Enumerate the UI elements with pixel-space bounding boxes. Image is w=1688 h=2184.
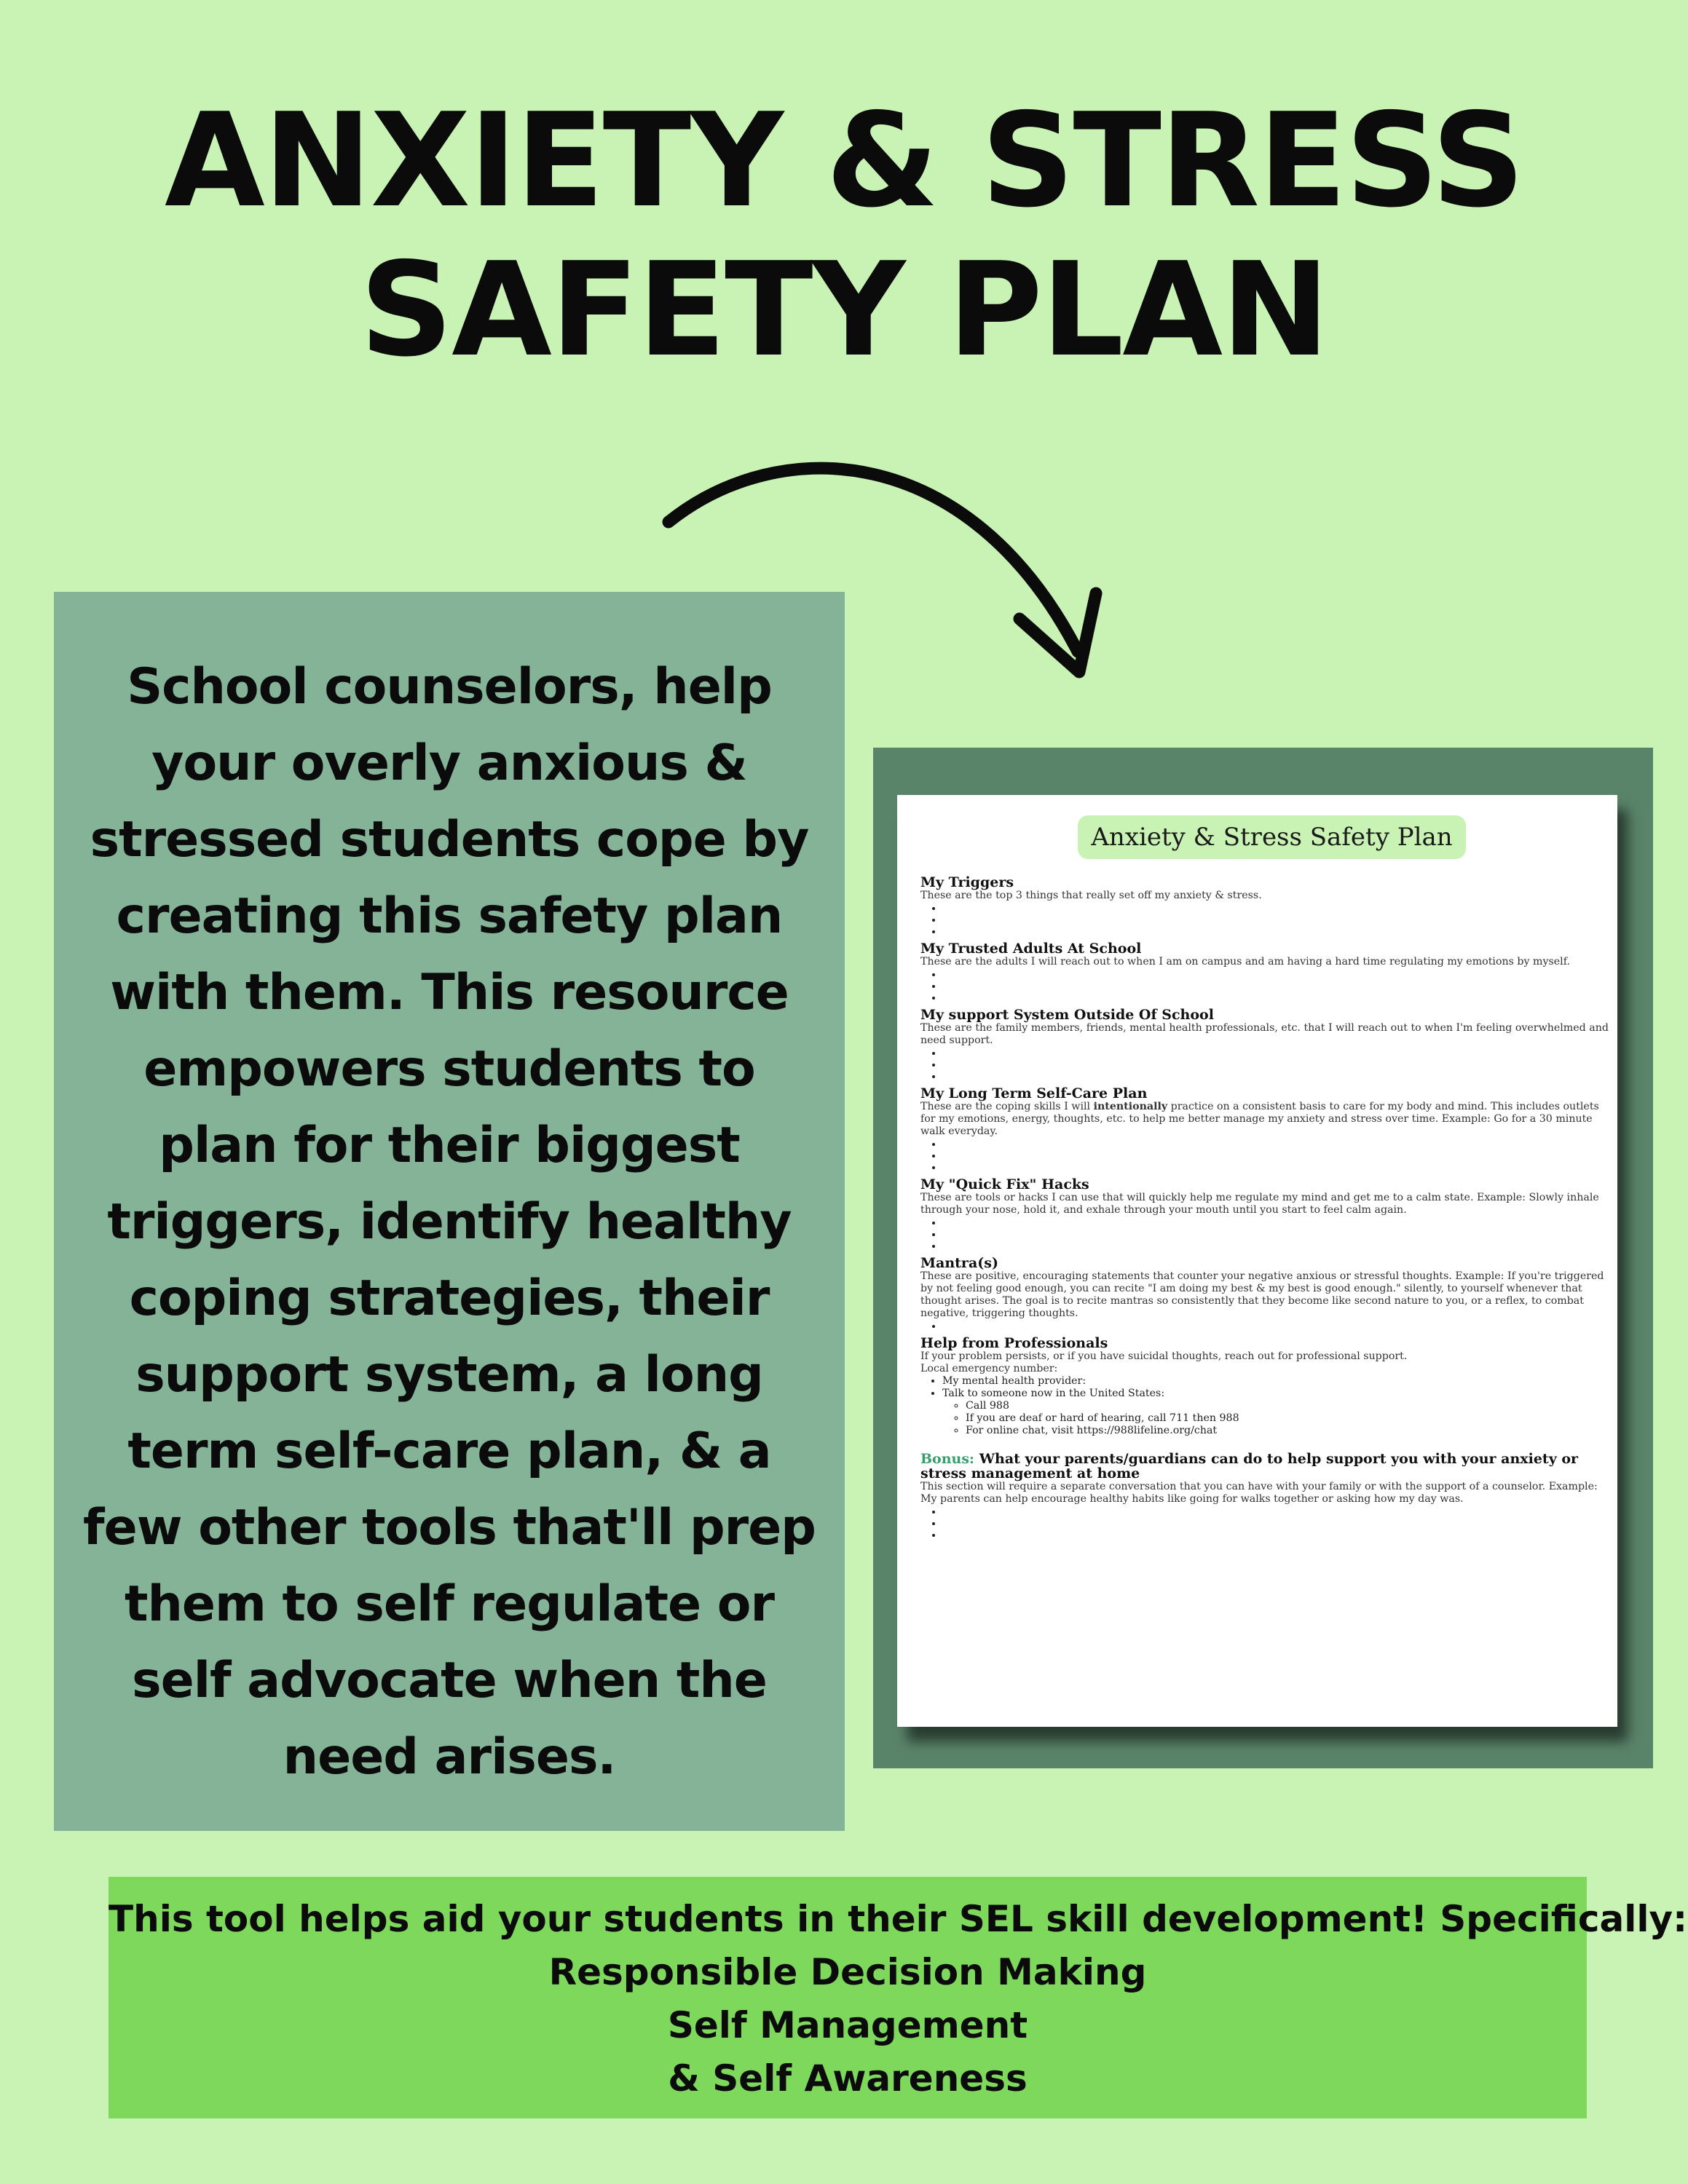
list-item: ◦ Call 988 [966,1400,1609,1412]
section-heading: My "Quick Fix" Hacks [920,1176,1089,1192]
section-heading: Mantra(s) [920,1255,998,1271]
headline-line-1: ANXIETY & STRESS [165,85,1523,236]
section-self-care [920,1086,1609,1173]
section-bonus [920,1452,1609,1540]
bonus-label: Bonus: [920,1451,975,1467]
list-item: • My mental health provider: [942,1375,1609,1388]
section-heading: Bonus: What your parents/guardians can do to help support you with your anxiety or stress management at home [920,1451,1579,1481]
emergency-number-line: Local emergency number: [920,1363,1058,1374]
blank-bullet-list [920,968,1609,1003]
section-heading: Help from Professionals [920,1335,1108,1351]
blank-bullet-list [920,1216,1609,1251]
section-professionals [920,1336,1609,1437]
list-item: ◦ For online chat, visit https://988lifeline.org/chat [966,1425,1609,1437]
list-item: ◦ If you are deaf or hard of hearing, call 711 then 988 [966,1412,1609,1425]
section-support-system [920,1008,1609,1082]
sel-skills-box [109,1877,1688,2118]
blank-bullet-list [920,902,1609,937]
blank-bullet-list [920,1506,1609,1540]
section-description: This section will require a separate conversation that you can have with your family or with the support of a counselor. Example: My parents can help encourage healthy habits like going for walks together or asking how my day was. [920,1481,1598,1505]
section-trusted-adults [920,941,1609,1003]
section-description: These are positive, encouraging statements that counter your negative anxious or stressful thoughts. Example: If you're triggered by not feeling good enough, you can recite "I am doing my best & my best is good enough." silently, to yourself whenever that thought arises. The goal is to recite mantras so consistently that they become like second nature to you, or a reflex, to combat negative, triggering thoughts. [920,1270,1604,1319]
blank-bullet-list [920,1047,1609,1082]
sel-intro-line: This tool helps aid your students in their SEL skill development! Specifically: [109,1898,1688,1940]
description-panel [54,592,845,1831]
section-quick-fix [920,1177,1609,1251]
section-heading: My Trusted Adults At School [920,941,1142,957]
description-text: School counselors, help your overly anxious & stressed students cope by creating this safety plan with them. This resource empowers students to plan for their biggest triggers, identify healthy coping strategies, their support system, a long term self-care plan, & a few other tools that'll prep them to self regulate or self advocate when the need arises. [83,658,816,1786]
section-heading: My Triggers [920,874,1014,890]
section-mantras [920,1256,1609,1332]
section-description: These are tools or hacks I can use that will quickly help me regulate my mind and get me to a calm state. Example: Slowly inhale through your nose, hold it, and exhale through your mouth until you start to feel calm again. [920,1192,1599,1216]
section-description: These are the adults I will reach out to when I am on campus and am having a hard time regulating my emotions by myself. [920,956,1570,968]
headline-line-2: SAFETY PLAN [359,234,1329,385]
section-description: These are the coping skills I will intentionally practice on a consistent basis to care for my body and mind. This includes outlets for my emotions, energy, thoughts, etc. to help me better manage my anxiety and stress over time. Example: Go for a 30 minute walk everyday. [920,1101,1599,1137]
section-description: These are the top 3 things that really set off my anxiety & stress. [920,890,1262,901]
document-title: Anxiety & Stress Safety Plan [1078,815,1465,859]
section-description: These are the family members, friends, mental health professionals, etc. that I will reach out to when I'm feeling overwhelmed and need support. [920,1022,1609,1046]
section-heading: My support System Outside Of School [920,1007,1214,1023]
sel-skill-item: Self Management [667,2004,1028,2046]
sel-skill-item: Responsible Decision Making [548,1951,1147,1993]
blank-bullet-list [920,1138,1609,1173]
document-preview [897,795,1617,1727]
section-heading: My Long Term Self-Care Plan [920,1085,1148,1101]
sel-skill-item: & Self Awareness [668,2057,1028,2100]
section-description: If your problem persists, or if you have suicidal thoughts, reach out for professional support. [920,1350,1408,1362]
professional-list [920,1375,1609,1437]
section-triggers [920,875,1609,937]
page-headline [0,86,1688,384]
blank-bullet-list [920,1320,1609,1332]
list-item: • Talk to someone now in the United States: ◦ Call 988 ◦ If you are deaf or hard of hearing, call 711 then 988 ◦ For online chat, visit https://988lifeline.org/chat [942,1388,1609,1437]
